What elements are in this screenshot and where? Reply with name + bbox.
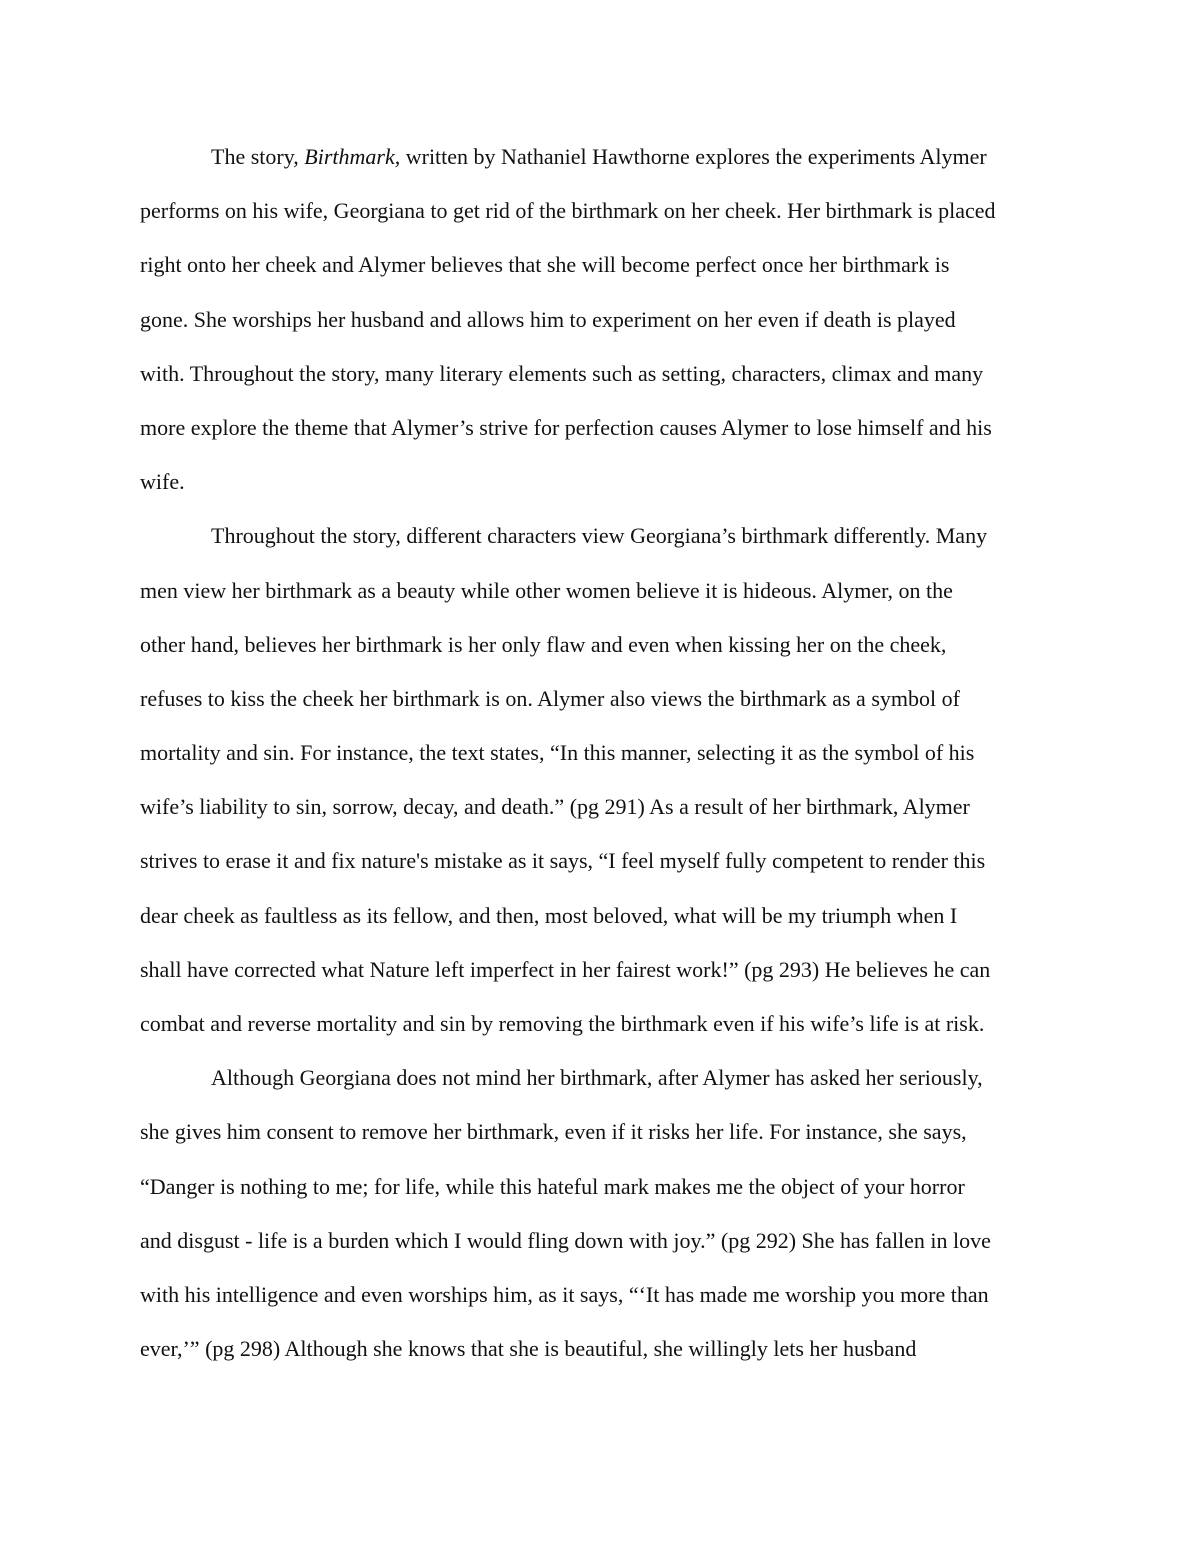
paragraph-line: strives to erase it and fix nature's mistake as it says, “I feel myself fully competent to render this	[140, 848, 986, 874]
paragraph-line: combat and reverse mortality and sin by removing the birthmark even if his wife’s life is at risk.	[140, 1011, 985, 1036]
paragraph-line: right onto her cheek and Alymer believes that she will become perfect once her birthmark is	[140, 252, 950, 278]
line-text-before-title: The story,	[211, 144, 305, 169]
paragraph-line: “Danger is nothing to me; for life, while this hateful mark makes me the object of your horror	[140, 1173, 965, 1199]
paragraph-line: shall have corrected what Nature left imperfect in her fairest work!” (pg 293) He believes he can	[140, 956, 991, 982]
paragraph-line: men view her birthmark as a beauty while other women believe it is hideous. Alymer, on the	[140, 577, 953, 603]
paragraph-3	[140, 1051, 1060, 1376]
paragraph-2	[140, 509, 1060, 1051]
paragraph-line: wife’s liability to sin, sorrow, decay, and death.” (pg 291) As a result of her birthmark, Alymer	[140, 794, 970, 820]
paragraph-line: and disgust - life is a burden which I would fling down with joy.” (pg 292) She has fallen in love	[140, 1227, 991, 1253]
story-title-italic: Birthmark,	[304, 144, 401, 169]
essay-body	[140, 130, 1060, 1376]
paragraph-line: gone. She worships her husband and allows him to experiment on her even if death is played	[140, 306, 956, 332]
paragraph-line: other hand, believes her birthmark is her only flaw and even when kissing her on the cheek,	[140, 631, 947, 657]
paragraph-line: wife.	[140, 469, 185, 495]
paragraph-line: ever,’” (pg 298) Although she knows that she is beautiful, she willingly lets her husband	[140, 1336, 917, 1362]
paragraph-line: with. Throughout the story, many literary elements such as setting, characters, climax and many	[140, 360, 984, 386]
paragraph-line: she gives him consent to remove her birthmark, even if it risks her life. For instance, she says,	[140, 1119, 967, 1145]
paragraph-line: dear cheek as faultless as its fellow, and then, most beloved, what will be my triumph when I	[140, 902, 958, 928]
paragraph-line: performs on his wife, Georgiana to get rid of the birthmark on her cheek. Her birthmark is placed	[140, 198, 996, 224]
paragraph-1	[140, 130, 1060, 509]
paragraph-line: mortality and sin. For instance, the text states, “In this manner, selecting it as the symbol of his	[140, 740, 975, 766]
paragraph-line: with his intelligence and even worships him, as it says, “‘It has made me worship you more than	[140, 1281, 989, 1307]
paragraph-line	[140, 130, 1060, 184]
line-text-after-title: written by Nathaniel Hawthorne explores the experiments Alymer	[400, 144, 987, 169]
paragraph-line: refuses to kiss the cheek her birthmark is on. Alymer also views the birthmark as a symbol of	[140, 685, 960, 711]
paragraph-line: Although Georgiana does not mind her birthmark, after Alymer has asked her seriously,	[211, 1065, 983, 1091]
paragraph-line: more explore the theme that Alymer’s strive for perfection causes Alymer to lose himself and his	[140, 414, 992, 440]
paragraph-line: Throughout the story, different characters view Georgiana’s birthmark differently. Many	[211, 523, 988, 549]
